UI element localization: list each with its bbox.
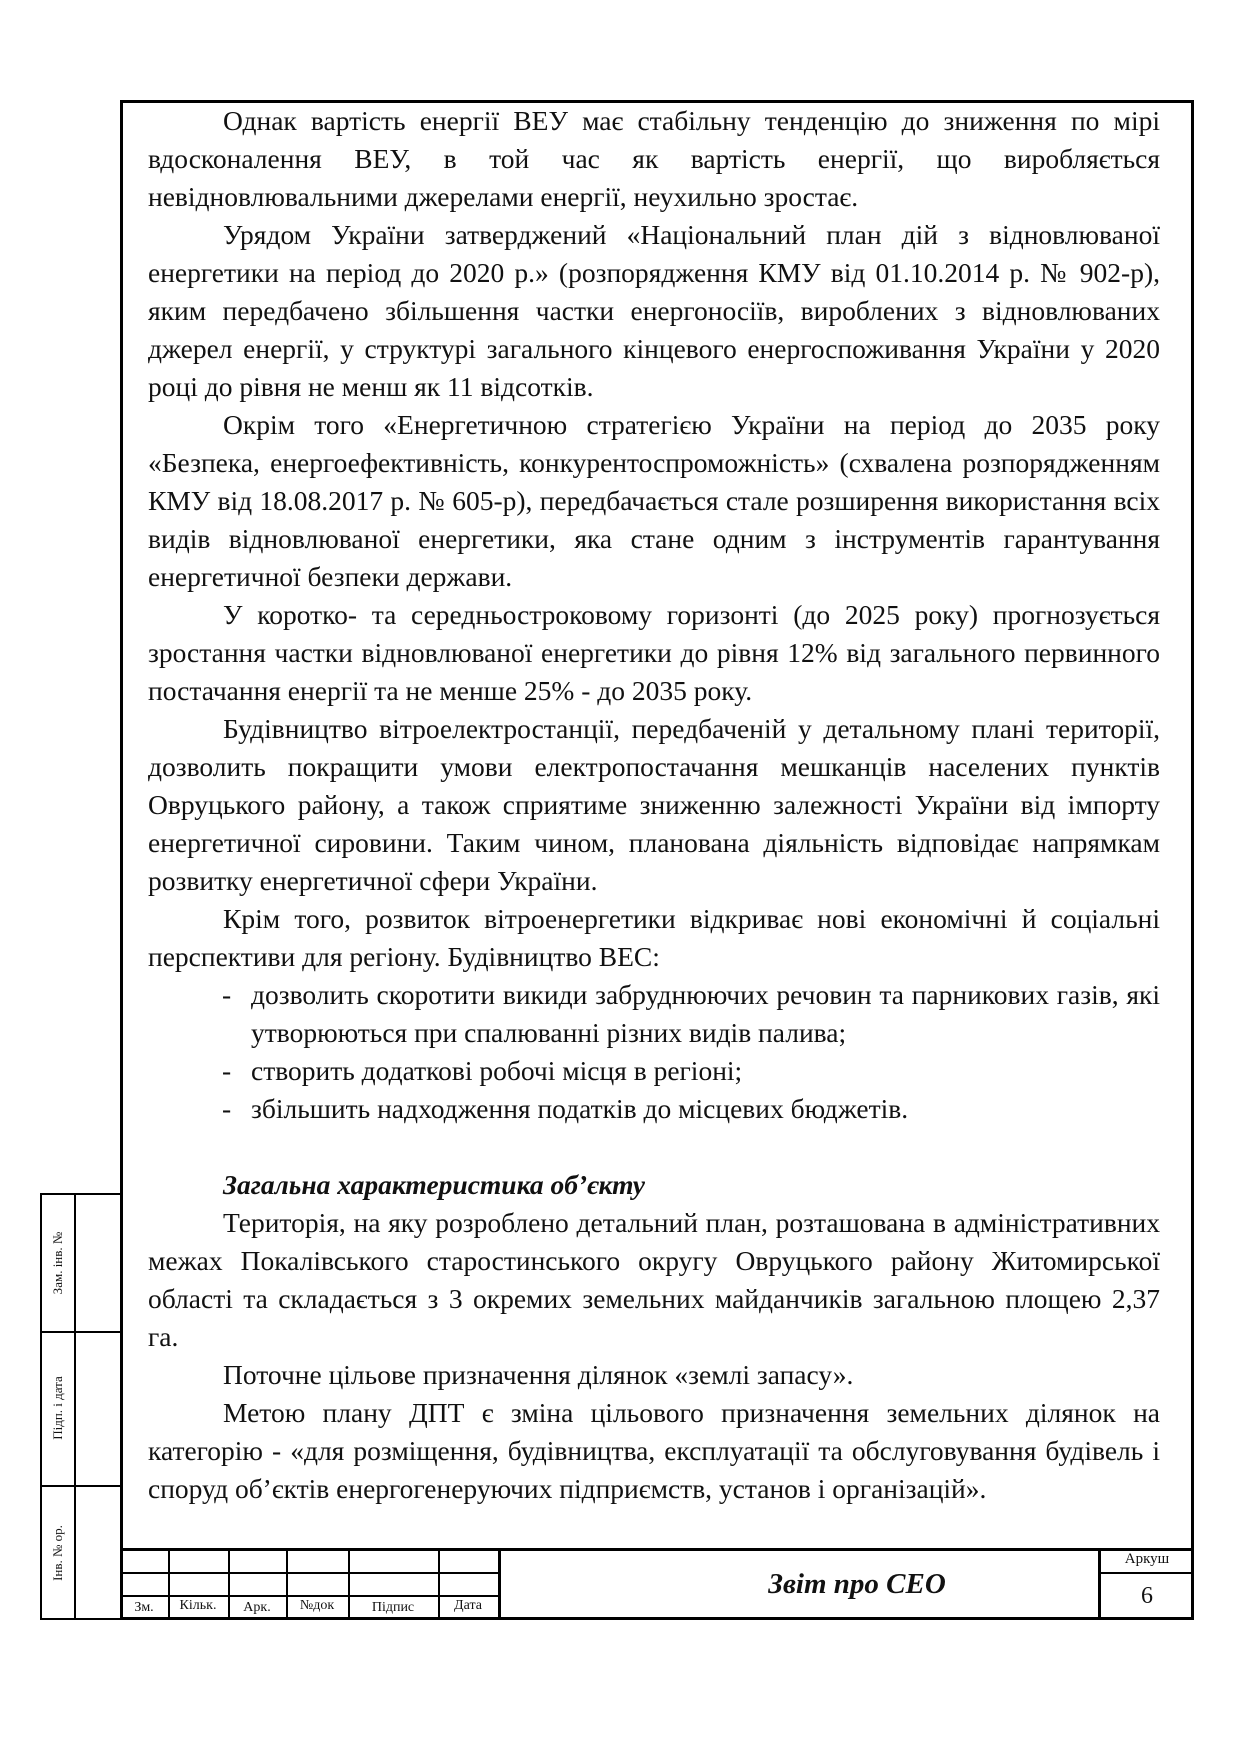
list-item (148, 976, 1160, 1052)
side-stamp-label: Підп. і дата (50, 1376, 65, 1440)
paragraph: Однак вартість енергії ВЕУ має стабільну тенденцію до зниження по мірі вдосконалення ВЕУ, в той час як вартість енергії, що виробляється невідновлювальними джерелами енергії, неухильно зростає. (148, 105, 1160, 212)
column-label: Зм. (134, 1600, 154, 1615)
list-item-text: збільшить надходження податків до місцевих бюджетів. (251, 1093, 909, 1124)
side-stamp-divider (42, 1485, 122, 1487)
document-title: Звіт про СЕО (768, 1567, 946, 1600)
sheet-number: 6 (1141, 1582, 1153, 1609)
side-stamp (40, 1193, 120, 1620)
title-block-line (120, 1572, 500, 1574)
paragraph: У коротко- та середньостроковому горизонті (до 2025 року) прогнозується зростання частки відновлюваної енергетики до рівня 12% від загального первинного постачання енергії та не менше 25% - до 2035 року. (148, 599, 1160, 706)
bullet-marker: - (222, 1093, 232, 1124)
paragraph: Територія, на яку розроблено детальний план, розташована в адміністративних межах Покалівського старостинського округу Овруцького району Житомирської області та складається з 3 окремих земельних майданчиків загальною площею 2,37 га. (148, 1207, 1160, 1352)
side-stamp-label: Зам. інв. № (50, 1231, 65, 1295)
column-label: Арк. (243, 1600, 271, 1615)
bullet-marker: - (222, 979, 232, 1010)
side-stamp-label: Інв. № ор. (50, 1525, 65, 1581)
column-label: №док (299, 1598, 335, 1613)
column-label: Дата (454, 1598, 482, 1613)
paragraph: Будівництво вітроелектростанції, передбаченій у детальному плані території, дозволить покращити умови електропостачання мешканців населених пунктів Овруцького району, а також сприятиме зниженню залежності України від імпорту енергетичної сировини. Таким чином, планована діяльність відповідає напрямкам розвитку енергетичної сфери України. (148, 713, 1160, 896)
section-heading: Загальна характеристика об’єкту (223, 1169, 646, 1200)
paragraph: Поточне цільове призначення ділянок «землі запасу». (223, 1359, 854, 1390)
column-label: Кільк. (179, 1598, 217, 1613)
side-stamp-divider (74, 1195, 76, 1618)
title-block (120, 1548, 1194, 1620)
paragraph: Метою плану ДПТ є зміна цільового призначення земельних ділянок на категорію - «для розміщення, будівництва, експлуатації та обслуговування будівель і споруд об’єктів енергогенеруючих підприємств, установ і організацій». (148, 1397, 1160, 1504)
paragraph: Окрім того «Енергетичною стратегією України на період до 2035 року «Безпека, енергоефективність, конкурентоспроможність» (схвалена розпорядженням КМУ від 18.08.2017 р. № 605-р), передбачається стале розширення використання всіх видів відновлюваної енергетики, яка стане одним з інструментів гарантування енергетичної безпеки держави. (148, 409, 1160, 592)
list-item (148, 1090, 1160, 1128)
document-body (148, 102, 1160, 1508)
side-stamp-divider (42, 1331, 122, 1333)
bullet-list (148, 976, 1160, 1128)
bullet-marker: - (222, 1055, 232, 1086)
list-item-text: дозволить скоротити викиди забруднюючих речовин та парникових газів, які утворюються при спалюванні різних видів палива; (251, 979, 1160, 1048)
title-block-line (120, 1595, 500, 1597)
sheet-label: Аркуш (1124, 1551, 1170, 1567)
paragraph: Крім того, розвиток вітроенергетики відкриває нові економічні й соціальні перспективи для регіону. Будівництво ВЕС: (148, 903, 1160, 972)
paragraph: Урядом України затверджений «Національний план дій з відновлюваної енергетики на період до 2020 р.» (розпорядження КМУ від 01.10.2014 р. № 902-р), яким передбачено збільшення частки енергоносіїв, вироблених з відновлюваних джерел енергії, у структурі загального кінцевого енергоспоживання України у 2020 році до рівня не менш як 11 відсотків. (148, 219, 1160, 402)
list-item-text: створить додаткові робочі місця в регіоні; (251, 1055, 743, 1086)
column-label: Підпис (371, 1600, 415, 1615)
list-item (148, 1052, 1160, 1090)
